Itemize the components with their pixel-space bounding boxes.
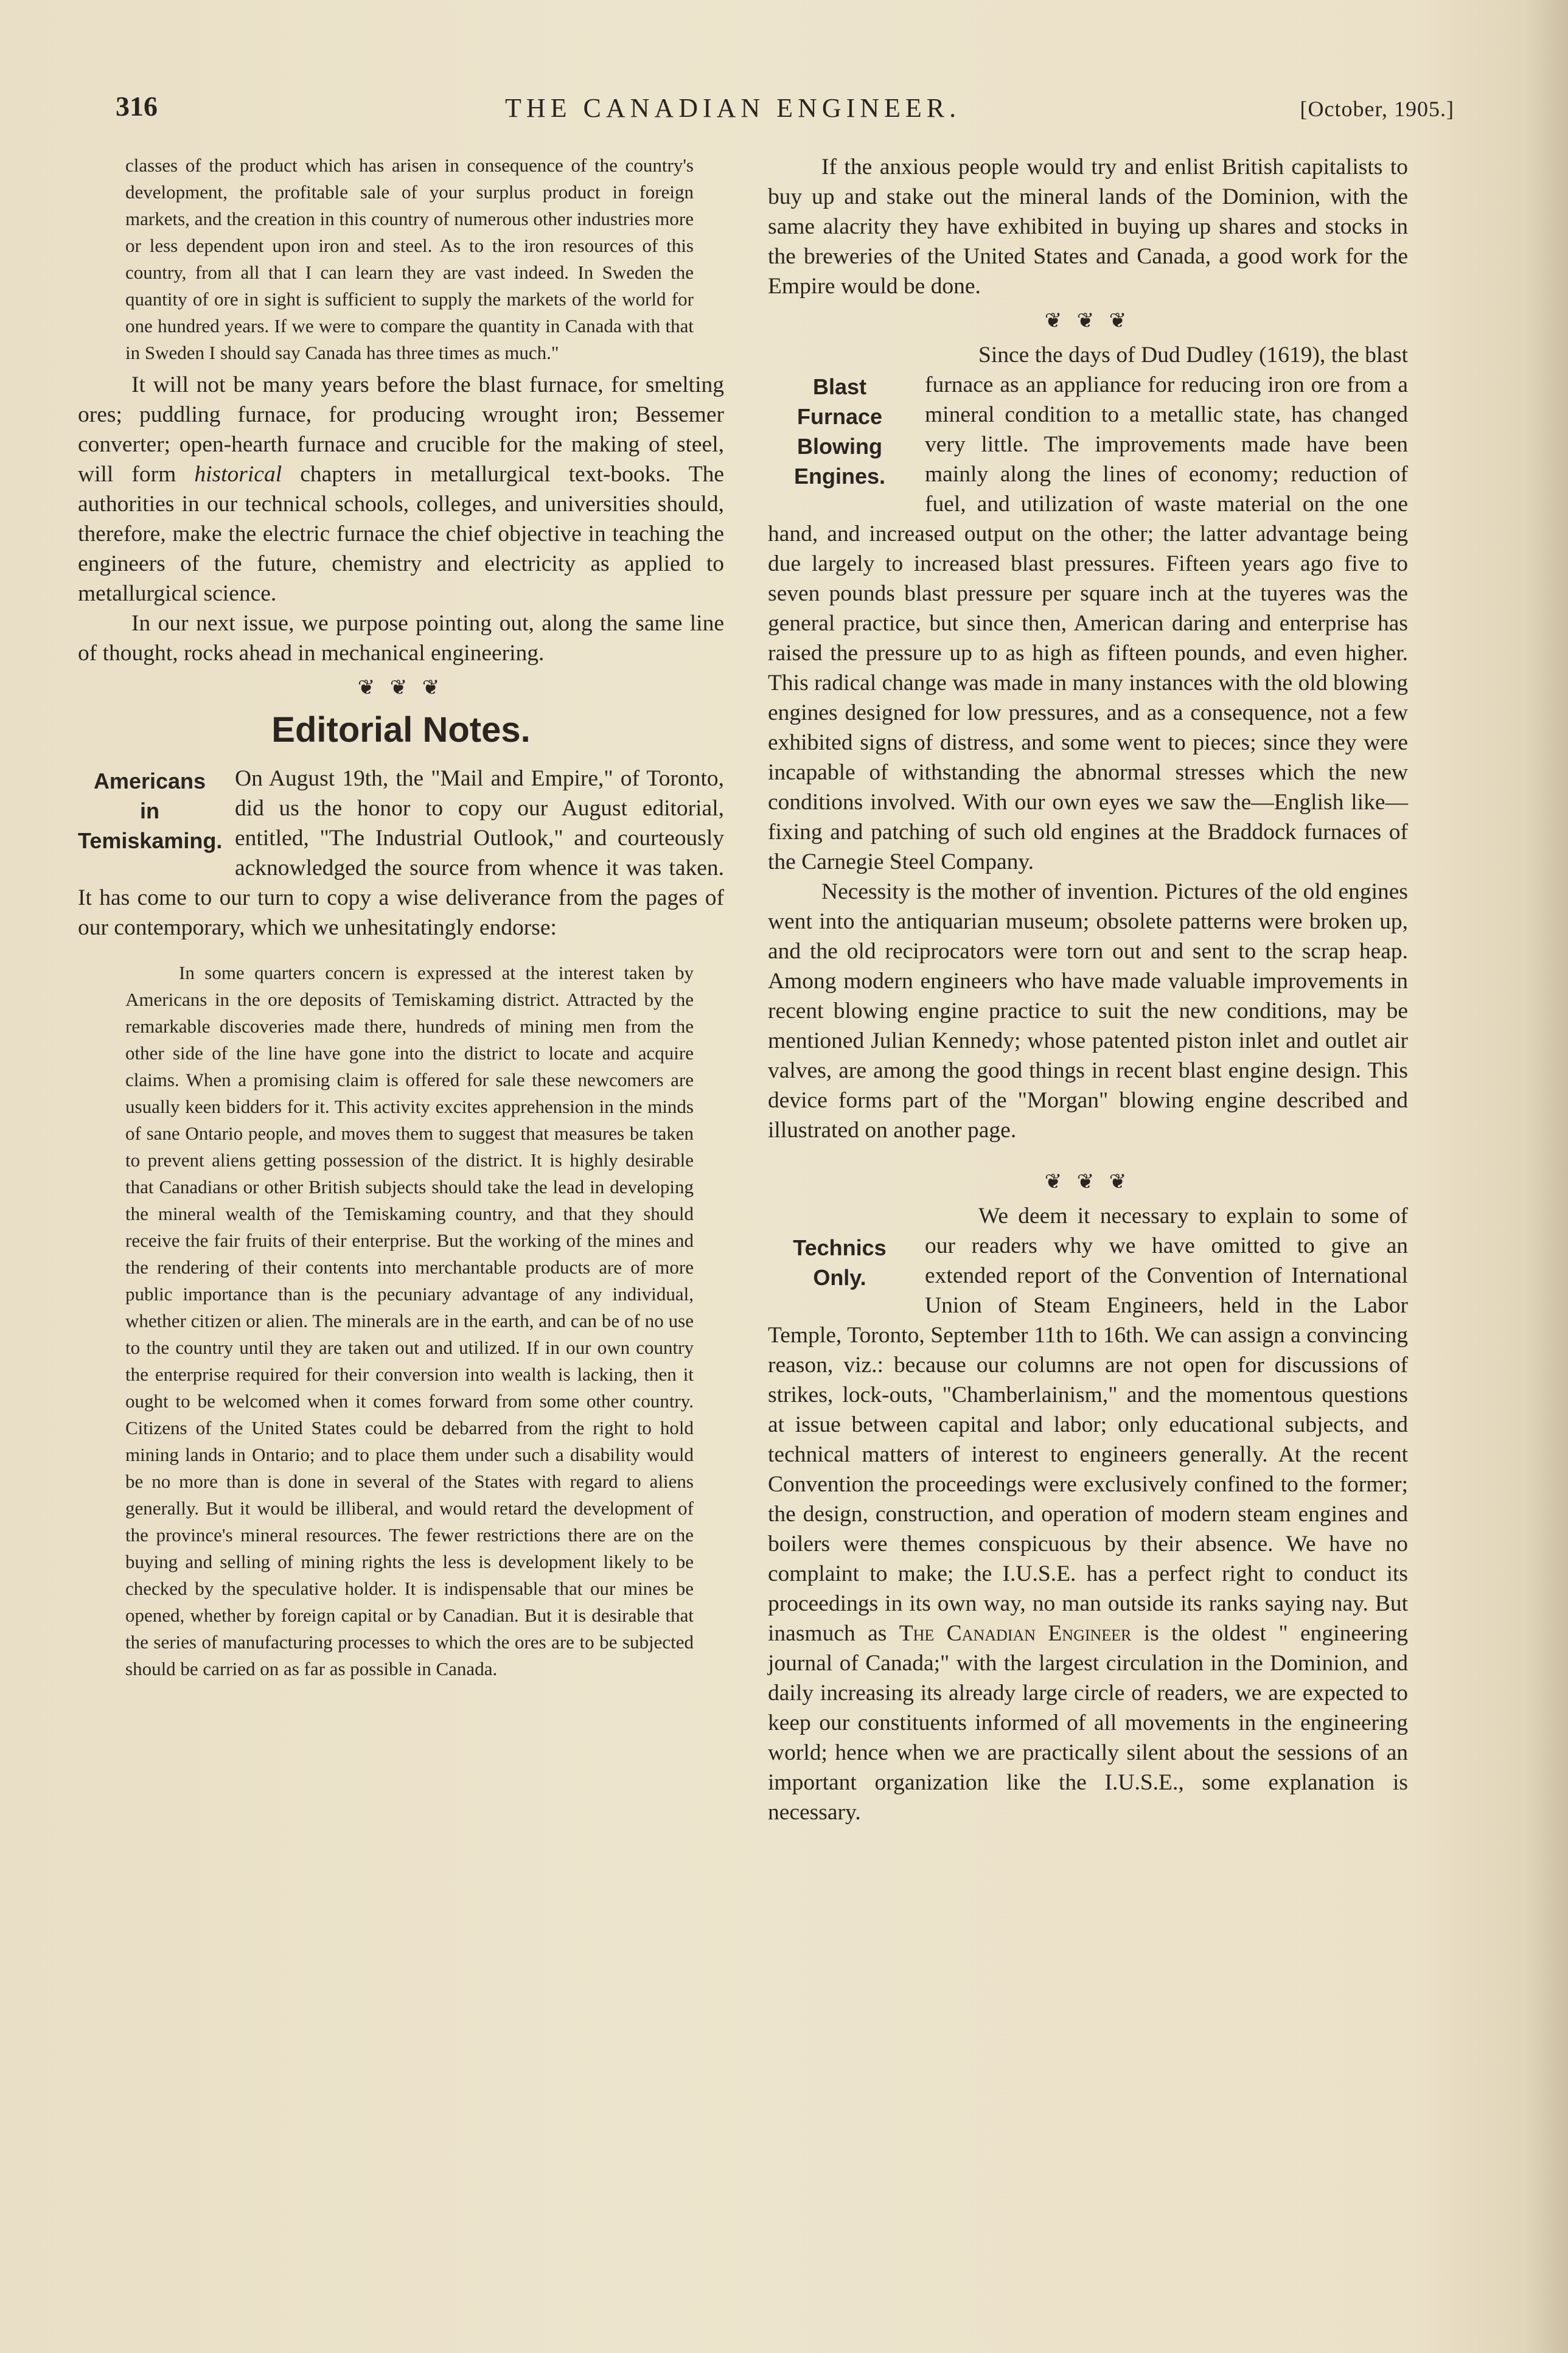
page-header	[116, 90, 1454, 127]
body-paragraph: On August 19th, the "Mail and Empire," of Toronto, did us the honor to copy our August editorial, entitled, "The Industrial Outlook," and courteously acknowledged the source from whence it was taken. It has come to our turn to copy a wise deliverance from the pages of our contemporary, which we unhesitatingly endorse:	[78, 766, 724, 940]
journal-name-smallcaps: The Canadian Engineer	[899, 1621, 1132, 1646]
left-column	[78, 152, 724, 1682]
right-column	[768, 152, 1408, 1827]
side-heading-blast-furnace: Blast Furnace Blowing Engines.	[793, 374, 886, 489]
quote-paragraph: classes of the product which has arisen in consequence of the country's development, the profitable sale of your surplus product in foreign markets, and the creation in this country of numerous other industries more or less dependent upon iron and steel. As to the iron resources of this country, from all that I can learn they are vast indeed. In Sweden the quantity of ore in sight is sufficient to supply the markets of the world for one hundred years. If we were to compare the quantity in Canada with that in Sweden I should say Canada has three times as much."	[125, 155, 694, 363]
body-paragraph: In our next issue, we purpose pointing out, along the same line of thought, rocks ahead in mechanical engineering.	[78, 611, 724, 666]
section-title: Editorial Notes.	[271, 710, 531, 750]
page-binding-shadow	[1525, 0, 1568, 2353]
section-ornament: ❦ ❦ ❦	[1044, 1171, 1132, 1193]
side-heading-technics: Technics Only.	[793, 1235, 887, 1290]
journal-title: THE CANADIAN ENGINEER.	[505, 93, 961, 123]
emphasis-text: historical	[194, 462, 282, 487]
side-heading-americans: Americans in Temiskaming.	[78, 769, 223, 853]
body-paragraph: It will not be many years before the blast furnace, for smelting ores; puddling furnace, for producing wrought iron; Bessemer converter; open-hearth furnace and crucible for the making of steel, will form historical chapters in metallurgical text-books. The authorities in our technical schools, colleges, and universities should, therefore, make the electric furnace the chief objective in teaching the engineers of the future, chemistry and electricity as applied to metallurgical science.	[78, 372, 724, 606]
section-ornament: ❦ ❦ ❦	[1044, 310, 1132, 332]
body-paragraph: Necessity is the mother of invention. Pictures of the old engines went into the antiquarian museum; obsolete patterns were broken up, and the old reciprocators were torn out and sent to the scrap heap. Among modern engineers who have made valuable improvements in recent blowing engine practice to suit the new conditions, may be mentioned Julian Kennedy; whose patented piston inlet and outlet air valves, are among the good things in recent blast engine design. This device forms part of the "Morgan" blowing engine described and illustrated on another page.	[768, 879, 1408, 1143]
page-number: 316	[116, 91, 158, 122]
body-paragraph: Since the days of Dud Dudley (1619), the blast furnace as an appliance for reducing iron ore from a mineral condition to a metallic state, has changed very little. The improvements made have been mainly along the lines of economy; reduction of fuel, and utilization of waste material on the one hand, and increased output on the other; the latter advantage being due largely to increased blast pressures. Fifteen years ago five to seven pounds blast pressure per square inch at the tuyeres was the general practice, but since then, American daring and enterprise has raised the pressure up to as high as fifteen pounds, and even higher. This radical change was made in many instances with the old blowing engines designed for low pressures, and as a consequence, not a few exhibited signs of distress, and some went to pieces; since they were incapable of withstanding the abnormal stresses which the new conditions involved. With our own eyes we saw the—English like—fixing and patching of such old engines at the Braddock furnaces of the Carnegie Steel Company.	[768, 343, 1408, 874]
body-paragraph: If the anxious people would try and enlist British capitalists to buy up and stake out the mineral lands of the Dominion, with the same alacrity they have exhibited in buying up shares and stocks in the breweries of the United States and Canada, a good work for the Empire would be done.	[768, 155, 1408, 299]
body-paragraph: We deem it necessary to explain to some of our readers why we have omitted to give an extended report of the Convention of International Union of Steam Engineers, held in the Labor Temple, Toronto, September 11th to 16th. We can assign a convincing reason, viz.: because our columns are not open for discussions of strikes, lock-outs, "Chamberlainism," and the momentous questions at issue between capital and labor; only educational subjects, and technical matters of interest to engineers generally. At the recent Convention the proceedings were exclusively confined to the former; the design, construction, and operation of modern steam engines and boilers were themes conspicuous by their absence. We have no complaint to make; the I.U.S.E. has a perfect right to conduct its proceedings in its own way, no man outside its ranks saying nay. But inasmuch as The Canadian Engineer is the oldest " engineering journal of Canada;" with the largest circulation in the Dominion, and daily increasing its already large circle of readers, we are expected to keep our constituents informed of all movements in the engineering world; hence when we are practically silent about the sessions of an important organization like the I.U.S.E., some explanation is necessary.	[768, 1204, 1409, 1825]
issue-date: [October, 1905.]	[1300, 97, 1454, 121]
quote-paragraph: In some quarters concern is expressed at the interest taken by Americans in the ore deposits of Temiskaming district. Attracted by the remarkable discoveries made there, hundreds of mining men from the other side of the line have gone into the district to locate and acquire claims. When a promising claim is offered for sale these newcomers are usually keen bidders for it. This activity excites apprehension in the minds of sane Ontario people, and moves them to suggest that measures be taken to prevent aliens getting possession of the district. It is highly desirable that Canadians or other British subjects should take the lead in developing the mineral wealth of the Temiskaming country, and that they should receive the fair fruits of their enterprise. But the working of the mines and the rendering of their contents into merchantable products are of more public importance than is the pecuniary advantage of any individual, whether citizen or alien. The minerals are in the earth, and can be of no use to the country until they are taken out and utilized. If in our own country the enterprise required for their conversion into wealth is lacking, then it ought to be welcomed when it comes forward from some other country. Citizens of the United States could be debarred from the right to hold mining lands in Ontario; and to place them under such a disability would be no more than is done in several of the States with regard to aliens generally. But it would be illiberal, and would retard the development of the province's mineral resources. The fewer restrictions there are on the buying and selling of mining rights the less is development likely to be checked by the speculative holder. It is indispensable that our mines be opened, whether by foreign capital or by Canadian. But it is desirable that the series of manufacturing processes to which the ores are to be subjected should be carried on as far as possible in Canada.	[125, 962, 694, 1679]
section-ornament: ❦ ❦ ❦	[357, 677, 445, 699]
